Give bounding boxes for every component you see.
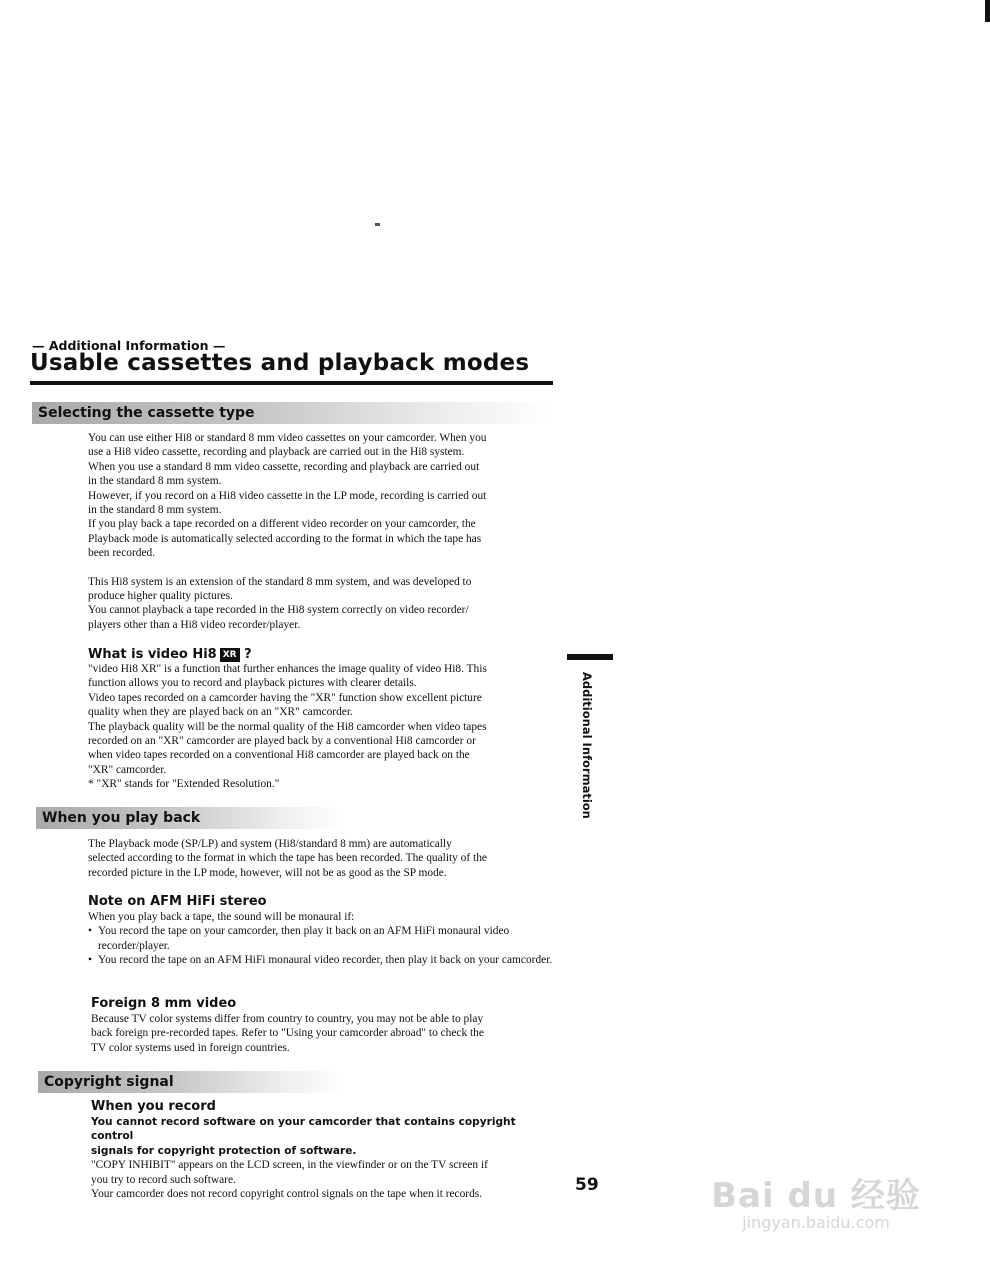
text-line: You can use either Hi8 or standard 8 mm video cassettes on your camcorder. When you (88, 432, 487, 444)
text-line: When you play back a tape, the sound will be monaural if: (88, 911, 355, 923)
text-line: produce higher quality pictures. (88, 590, 233, 603)
text-line: in the standard 8 mm system. (88, 475, 222, 488)
cassette-type-text (88, 431, 558, 632)
text-line: quality when they are played back on an "XR" camcorder. (88, 706, 353, 719)
text-line: This Hi8 system is an extension of the standard 8 mm system, and was developed to (88, 575, 472, 588)
text-line: in the standard 8 mm system. (88, 504, 222, 517)
subheading-when-you-record: When you record (91, 1099, 216, 1114)
text-line: * "XR" stands for "Extended Resolution." (88, 778, 280, 791)
side-tab-label: Additional Information (580, 672, 594, 819)
text-line: back foreign pre-recorded tapes. Refer to "Using your camcorder abroad" to check the (91, 1027, 484, 1040)
text-line: when video tapes recorded on a conventional Hi8 camcorder are played back on the (88, 749, 470, 762)
text-line: When you use a standard 8 mm video cassette, recording and playback are carried out (88, 460, 480, 473)
watermark-url: jingyan.baidu.com (742, 1213, 890, 1232)
list-item: • You record the tape on an AFM HiFi monaural video recorder, then play it back on your camcorder. (88, 953, 558, 967)
text-line: However, if you record on a Hi8 video cassette in the LP mode, recording is carried out (88, 489, 487, 502)
subheading-foreign-video: Foreign 8 mm video (91, 996, 237, 1011)
text-line: use a Hi8 video cassette, recording and playback are carried out in the Hi8 system. (88, 446, 465, 459)
afm-hifi-list (88, 924, 558, 967)
text-line: Video tapes recorded on a camcorder having the "XR" function show excellent picture (88, 691, 482, 704)
page-number: 59 (575, 1175, 599, 1195)
section-heading-cassette-type (32, 402, 553, 424)
text-line: "video Hi8 XR" is a function that further enhances the image quality of video Hi8. This (88, 663, 487, 675)
text-line: Your camcorder does not record copyright control signals on the tape when it records. (91, 1188, 483, 1201)
play-back-text (88, 837, 558, 880)
section-heading-text: Copyright signal (44, 1074, 174, 1090)
text-line: signals for copyright protection of software. (91, 1144, 357, 1157)
afm-hifi-text (88, 910, 558, 968)
video-hi8-text (88, 662, 558, 792)
text-line: recorded picture in the LP mode, however, will not be as good as the SP mode. (88, 866, 447, 879)
xr-badge-icon: XR (220, 648, 240, 662)
text-line: players other than a Hi8 video recorder/player. (88, 618, 301, 631)
text-line: Playback mode is automatically selected according to the format in which the tape has (88, 532, 482, 545)
text-line: TV color systems used in foreign countries. (91, 1041, 290, 1054)
text-line: you try to record such software. (91, 1173, 236, 1186)
text-line: "XR" camcorder. (88, 763, 167, 776)
text-line: "COPY INHIBIT" appears on the LCD screen, in the viewfinder or on the TV screen if (91, 1159, 488, 1172)
title-rule (30, 381, 553, 385)
watermark-logo: Bai du 经验 (711, 1176, 921, 1216)
list-item: • You record the tape on your camcorder, then play it back on an AFM HiFi monaural video recorder/player. (88, 924, 558, 953)
foreign-video-text (91, 1012, 558, 1055)
text-line: The playback quality will be the normal quality of the Hi8 camcorder when video tapes (88, 720, 487, 733)
section-heading-text: When you play back (42, 810, 201, 826)
subheading-text: What is video Hi8 (88, 647, 217, 662)
copyright-text (91, 1115, 561, 1201)
page-title: Usable cassettes and playback modes (30, 350, 530, 376)
side-tab-bar (567, 654, 613, 660)
section-kicker: — Additional Information — (32, 338, 226, 353)
text-line: You cannot playback a tape recorded in the Hi8 system correctly on video recorder/ (88, 604, 469, 617)
text-line: recorded on an "XR" camcorder are played back by a conventional Hi8 camcorder or (88, 735, 476, 748)
subheading-video-hi8 (88, 647, 252, 662)
section-heading-copyright (38, 1071, 344, 1093)
subheading-afm-hifi: Note on AFM HiFi stereo (88, 894, 267, 909)
scan-speck (375, 223, 380, 226)
section-heading-text: Selecting the cassette type (38, 405, 255, 421)
text-line: function allows you to record and playback pictures with clearer details. (88, 677, 417, 690)
subheading-suffix: ? (244, 647, 252, 662)
section-heading-play-back (36, 807, 342, 829)
scan-edge-mark (985, 0, 990, 22)
text-line: selected according to the format in which the tape has been recorded. The quality of the (88, 852, 487, 865)
baidu-watermark (700, 1168, 932, 1248)
text-line: If you play back a tape recorded on a different video recorder on your camcorder, the (88, 518, 476, 531)
text-line: The Playback mode (SP/LP) and system (Hi8/standard 8 mm) are automatically (88, 838, 452, 850)
text-line: You cannot record software on your camcorder that contains copyright control (91, 1116, 516, 1143)
text-line: been recorded. (88, 547, 156, 560)
text-line: Because TV color systems differ from country to country, you may not be able to play (91, 1013, 484, 1025)
